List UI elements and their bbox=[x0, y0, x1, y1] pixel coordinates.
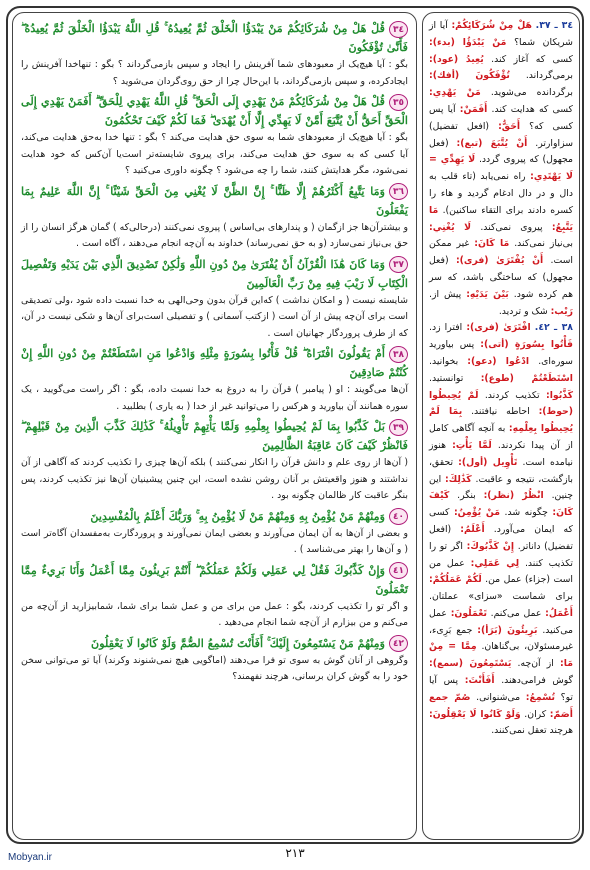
verse-arabic bbox=[21, 92, 408, 130]
glossary-range-header: ٣٨ ـ ٤٢. bbox=[534, 322, 573, 334]
glossary-term: مَنْ يُؤْمِنُ: bbox=[453, 507, 501, 519]
verse-arabic-text: وَمَا كَانَ هَٰذَا الْقُرْآنُ أَنْ يُفْتَرَىٰ مِنْ دُونِ اللَّهِ وَلَٰكِنْ تَصْدِيقَ الَّذِي بَيْنَ يَدَيْهِ وَتَفْصِيلَ الْكِتَابِ لَا رَيْبَ فِيهِ مِنْ رَبِّ الْعَالَمِينَ bbox=[21, 256, 408, 290]
glossary-term: لَمَّا يَأْتِ: bbox=[452, 439, 492, 451]
glossary-definition: توانستید. bbox=[429, 372, 464, 384]
verse-translation: و اگر تو را تکذیب کردند، بگو : عمل من برای من و عمل شما برای شما، شمابیزارید از آن‌چه من می‌کنم و من بیزارم از آن‌چه شما انجام می‌دهید . bbox=[21, 600, 408, 628]
verses-panel bbox=[12, 12, 417, 840]
glossary-term: إِنْ كَذَّبُوكَ: bbox=[466, 540, 515, 552]
glossary-definition: عمل می‌کنید. bbox=[429, 607, 573, 636]
glossary-definition: بر‌می‌گرداند. bbox=[525, 70, 573, 82]
glossary-term: ادْعُوا (دعو): bbox=[467, 355, 530, 367]
glossary-definition: پیروی نمی‌کند. bbox=[480, 221, 543, 233]
glossary-term: لَكُمْ عَمَلُكُمْ: bbox=[429, 574, 482, 586]
verse-arabic-text: وَإِنْ كَذَّبُوكَ فَقُلْ لِي عَمَلِي وَلَكُمْ عَمَلُكُمْ ۖ أَنْتُمْ بَرِيئُونَ مِمَّا أَعْمَلُ وَأَنَا بَرِيءٌ مِمَّا تَعْمَلُونَ bbox=[21, 562, 408, 596]
glossary-definition: غیر ممکن است. bbox=[429, 238, 573, 267]
glossary-term: أَعْلَمُ: bbox=[460, 523, 485, 535]
verse-number-badge: ٤٢ bbox=[389, 635, 408, 652]
glossary-term: مَنْ يَبْدَؤُا (بدء): bbox=[429, 36, 507, 48]
glossary-range-header: ٣٤ ـ ٣٧. bbox=[535, 20, 573, 31]
verse-arabic-text: وَمِنْهُمْ مَنْ يُؤْمِنُ بِهِ وَمِنْهُمْ مَنْ لَا يُؤْمِنُ بِهِ ۚ وَرَبُّكَ أَعْلَمُ بِالْمُفْسِدِينَ bbox=[90, 508, 385, 523]
glossary-term: لَا يَهِدِّي = لَا يَهْتَدِي: bbox=[429, 154, 573, 183]
glossary-term: تَأْوِيل (أول): bbox=[458, 456, 518, 468]
glossary-definition: چگونه شد. bbox=[504, 507, 548, 519]
glossary-term: يَسْتَمِعُونَ (سمع): bbox=[429, 658, 512, 670]
glossary-definition: کران. bbox=[524, 708, 547, 720]
glossary-term: مَنْ يَهْدِي: bbox=[429, 87, 481, 99]
glossary-definition: برگردانده می‌شوید. bbox=[490, 87, 573, 99]
glossary-term: وَلَوْ كَانُوا لَا يَعْقِلُونَ: bbox=[429, 708, 521, 720]
glossary-definition: راه نمی‌یابد (تاء قلب به دال و در دال ادغام گردید و هاء را کسره دادند برای التقاء ساکنین). bbox=[429, 171, 573, 216]
glossary-definition: افترا زد. bbox=[429, 322, 463, 334]
glossary-term: يُعِيدُ (عود): bbox=[429, 53, 484, 65]
verse-number-badge: ٣٤ bbox=[389, 21, 408, 38]
glossary-term: كَيْفَ كَانَ: bbox=[429, 490, 573, 519]
glossary-definition: برای شماست «سزای» عملتان. bbox=[429, 591, 573, 603]
glossary-term: رَيْب: bbox=[550, 305, 573, 317]
verse-translation: شایسته نیست ( و امکان نداشت ) که‌این قرآن بدون وحی‌الهی به خدا نسبت داده شود ،ولی تصدیقی است برای آن‌چه پیش از آن است ( ازکتب آسمانی ) و تفصیلی است‌برای آن‌ها و شکی نیست در آن، که از طرف پروردگار جهانیان است . bbox=[21, 294, 408, 339]
verse-arabic bbox=[21, 182, 408, 220]
glossary-term: تُسْمِعُ: bbox=[525, 691, 556, 703]
glossary-definition: از آن‌چه. bbox=[517, 658, 554, 670]
glossary-term: مَا يَتَّبِعُ: bbox=[429, 204, 573, 233]
verse-arabic bbox=[21, 255, 408, 293]
verse-arabic bbox=[21, 507, 408, 526]
glossary-term: أَفَمَنْ: bbox=[459, 103, 488, 115]
glossary-definition: اگر تو را تکذیب کنند. bbox=[429, 540, 573, 569]
glossary-definition: پیش از. bbox=[429, 288, 462, 300]
glossary-term: مِمَّا = مِنْ مَا: bbox=[429, 641, 573, 670]
verse-number-badge: ٤١ bbox=[389, 562, 408, 579]
glossary-definition: این چنین. bbox=[429, 473, 573, 502]
verse-number-badge: ٤٠ bbox=[389, 508, 408, 525]
verse-arabic bbox=[21, 634, 408, 653]
verse-number-badge: ٣٩ bbox=[389, 419, 408, 436]
glossary-term: افْتَرَىٰ (فری): bbox=[466, 322, 531, 334]
verse-translation: و بعضی از آن‌ها به آن ایمان می‌آورند و بعضی ایمان نمی‌آورند و پروردگارت به‌مفسدان آگاه‌تر است ( و آن‌ها را بهتر می‌شناسد ) . bbox=[21, 527, 408, 555]
glossary-term: مَا كَانَ: bbox=[474, 238, 510, 250]
glossary-term: لِي عَمَلِي: bbox=[470, 557, 520, 569]
verse-number-badge: ٣٧ bbox=[389, 256, 408, 273]
glossary-term: بَيْنَ يَدَيْهِ: bbox=[466, 288, 509, 300]
glossary-term: أَعْمَلُ: bbox=[545, 607, 573, 619]
glossary-definition: بخوانید. bbox=[429, 355, 459, 367]
glossary-term: اسْتَطَعْتُمْ (طوع): bbox=[480, 372, 573, 384]
verse-arabic-text: بَلْ كَذَّبُوا بِمَا لَمْ يُحِيطُوا بِعِلْمِهِ وَلَمَّا يَأْتِهِمْ تَأْوِيلُهُ ۚ كَذَٰلِكَ كَذَّبَ الَّذِينَ مِنْ قَبْلِهِمْ ۖ فَانْظُرْ كَيْفَ كَانَ عَاقِبَةُ الظَّالِمِينَ bbox=[21, 419, 408, 452]
glossary-term: لَا يُغْنِي: bbox=[429, 221, 472, 233]
glossary-definition: (فعل مجهول) که ساختگی باشد، که سر هم کرده شود. bbox=[429, 255, 573, 300]
verse-number-badge: ٣٦ bbox=[389, 183, 408, 200]
glossary-definition: تحقق، بازگشت، نتیجه و عاقبت. bbox=[429, 456, 573, 485]
glossary-definition: بنگر. bbox=[457, 490, 476, 502]
glossary-term: بَرِيئُونَ (بَرَأ): bbox=[477, 624, 538, 636]
glossary-term: تُؤْفَكُونَ (أفك): bbox=[429, 70, 510, 82]
glossary-definition: احاطه نیافتند. bbox=[471, 406, 530, 418]
glossary-term: كَذَٰلِكَ: bbox=[445, 473, 472, 485]
glossary-term: أَنْ يُفْتَرَىٰ (فری): bbox=[455, 255, 544, 267]
glossary-term: كَذَّبُوا: bbox=[545, 389, 573, 401]
verse-arabic-text: قُلْ هَلْ مِنْ شُرَكَائِكُمْ مَنْ يَهْدِي إِلَى الْحَقِّ ۚ قُلِ اللَّهُ يَهْدِي لِلْحَقِّ ۗ أَفَمَنْ يَهْدِي إِلَى الْحَقِّ أَحَقُّ أَنْ يُتَّبَعَ أَمَّنْ لَا يَهِدِّي إِلَّا أَنْ يُهْدَىٰ ۖ فَمَا لَكُمْ كَيْفَ تَحْكُمُونَ bbox=[21, 94, 408, 127]
glossary-term: بِمَا لَمْ يُحِيطُوا بِعِلْمِهِ: bbox=[429, 406, 573, 435]
verse-arabic bbox=[21, 19, 408, 57]
verse-arabic-text: وَمَا يَتَّبِعُ أَكْثَرُهُمْ إِلَّا ظَنًّا ۚ إِنَّ الظَّنَّ لَا يُغْنِي مِنَ الْحَقِّ شَيْئًا ۚ إِنَّ اللَّهَ عَلِيمٌ بِمَا يَفْعَلُونَ bbox=[21, 183, 408, 217]
glossary-panel bbox=[422, 12, 580, 840]
glossary-term: أَفَأَنْتَ: bbox=[464, 675, 495, 687]
glossary-term: تَعْمَلُونَ: bbox=[450, 607, 487, 619]
glossary-definition: آیا پس کسی که؟ bbox=[429, 103, 573, 132]
glossary-definition: عمل من است (جزاء) عمل من. bbox=[429, 557, 573, 586]
verse-number-badge: ٣٨ bbox=[389, 346, 408, 363]
verse-translation: وگروهی از آنان گوش به سوی تو فرا می‌دهند (اماگویی هیچ نمی‌شنوند وکرند) آیا تو می‌توانی سخن خود را به گوش کران برسانی، هرچند نفهمند؟ bbox=[21, 654, 408, 682]
glossary-definition: تکذیب کردند. bbox=[484, 389, 540, 401]
glossary-definition: (افعل تفضیل) داناتر. bbox=[429, 523, 573, 552]
glossary-definition: آیا از شریکان شما؟ bbox=[429, 20, 573, 48]
glossary-definition: هرچند تعقل نمی‌کنند. bbox=[491, 725, 573, 737]
glossary-term: صُمّ جمع أَصَمّ: bbox=[429, 691, 573, 720]
glossary-term: أَنْ يُتَّبَعَ (تبع): bbox=[456, 137, 528, 149]
verse-arabic-text: أَمْ يَقُولُونَ افْتَرَاهُ ۖ قُلْ فَأْتُوا بِسُورَةٍ مِثْلِهِ وَادْعُوا مَنِ اسْتَطَعْتُمْ مِنْ دُونِ اللَّهِ إِنْ كُنْتُمْ صَادِقِينَ bbox=[21, 346, 408, 379]
glossary-definition: بی‌نیاز نمی‌کند. bbox=[514, 238, 573, 250]
glossary-definition: می‌شنوانی. bbox=[476, 691, 521, 703]
verse-translation: آن‌ها می‌گویند : او ( پیامبر ) قرآن را به دروغ به خدا نسبت داده، بگو : اگر راست می‌گویید ، یک سوره همانند آن بیاورید و هرکس را می‌توانید غیر از خدا ( به یاری ) بطلبید . bbox=[21, 384, 408, 412]
verse-number-badge: ٣٥ bbox=[389, 94, 408, 111]
glossary-term: لَمْ يُحِيطُوا (حوط): bbox=[429, 389, 573, 418]
glossary-definition: به آنچه آگاهی کامل از آن پیدا نکردند. bbox=[429, 423, 573, 451]
glossary-definition: شک و تردید. bbox=[498, 305, 548, 317]
verse-translation: بگو : آیا هیچ‌یک از معبودهای شما آفرینش را ایجاد و سپس بازمی‌گرداند ؟ بگو : تنهاخدا آفرینش را ایجادکرده، و سپس بازمی‌گرداند، با این‌حال چرا از حق روی‌گردان می‌شوید ؟ bbox=[21, 59, 408, 87]
site-brand: Mobyan.ir bbox=[8, 852, 52, 863]
glossary-definition: (افعل تفضیل) سزاوارتر. bbox=[429, 120, 573, 149]
glossary-definition: کسی که ایمان می‌آورد. bbox=[429, 507, 573, 535]
verse-translation: ( آن‌ها از روی علم و دانش قرآن را انکار نمی‌کنند ) بلکه آن‌ها چیزی را تکذیب کردند که آگاهی از آن نداشتند و هنوز واقعیتش بر آنان روشن نشده است، این چنین پیشینیان آن‌ها نیز تکذیب کردند، پس بنگر عاقبت کار ظالمان چگونه بود . bbox=[21, 457, 408, 501]
glossary-text bbox=[429, 18, 573, 740]
verse-arabic bbox=[21, 561, 408, 599]
verse-arabic-text: قُلْ هَلْ مِنْ شُرَكَائِكُمْ مَنْ يَبْدَؤُا الْخَلْقَ ثُمَّ يُعِيدُهُ ۚ قُلِ اللَّهُ يَبْدَؤُا الْخَلْقَ ثُمَّ يُعِيدُهُ ۖ فَأَنَّىٰ تُؤْفَكُونَ bbox=[21, 21, 408, 54]
glossary-definition: هنوز نیامده است. bbox=[429, 439, 573, 468]
glossary-definition: گوش فرامی‌دهند. bbox=[501, 675, 573, 687]
glossary-term: هَلْ مِنْ شُرَكَائِكُمْ: bbox=[451, 20, 532, 31]
glossary-term: أَحَقُّ: bbox=[498, 120, 521, 132]
verse-translation: و بیشترآن‌ها جز ازگمان ( و پندارهای بی‌اساس ) پیروی نمی‌کنند (درحالی‌که ) گمان هرگز انسان را از حق بی‌نیاز نمی‌سازد (و به حق نمی‌رساند) خداوند به آن‌چه انجام می‌دهند ، آگاه است . bbox=[21, 221, 408, 249]
verse-arabic bbox=[21, 344, 408, 382]
verse-translation: بگو : آیا هیچ‌یک از معبودهای شما به سوی حق هدایت می‌کند ؟ بگو : تنها خدا به‌حق هدایت می‌کند، آیا کسی که به سوی حق هدایت می‌کند، برای پیروی شایسته‌تر است‌یا آن‌کس که خود هدایت نمی‌شود، مگر هدایتش کنند، شما را چه می‌شود ؟ چگونه داوری می‌کنید ؟ bbox=[21, 132, 408, 176]
glossary-definition: پس آیا تو؟ bbox=[429, 675, 573, 703]
page-number: ٢١٣ bbox=[285, 846, 305, 860]
glossary-definition: عمل می‌کنم. bbox=[490, 607, 542, 619]
glossary-definition: کسی که هدایت کند. bbox=[491, 103, 573, 115]
glossary-definition: کسی که آغاز کند. bbox=[491, 53, 573, 65]
verse-arabic-text: وَمِنْهُمْ مَنْ يَسْتَمِعُونَ إِلَيْكَ ۚ أَفَأَنْتَ تُسْمِعُ الصُّمَّ وَلَوْ كَانُوا لَا يَعْقِلُونَ bbox=[91, 635, 385, 650]
glossary-definition: جمع بَرِیء، غیرمسئولان، بی‌گناهان. bbox=[429, 624, 573, 653]
glossary-term: انْظُرْ (نظر): bbox=[483, 490, 544, 502]
glossary-definition: (فعل مجهول) که پیروی گردد. bbox=[429, 137, 573, 166]
verse-arabic bbox=[21, 417, 408, 455]
glossary-definition: پس بیاورید سوره‌ای. bbox=[429, 339, 573, 367]
glossary-term: فَأْتُوا بِسُورَةٍ (أتی): bbox=[480, 339, 573, 351]
